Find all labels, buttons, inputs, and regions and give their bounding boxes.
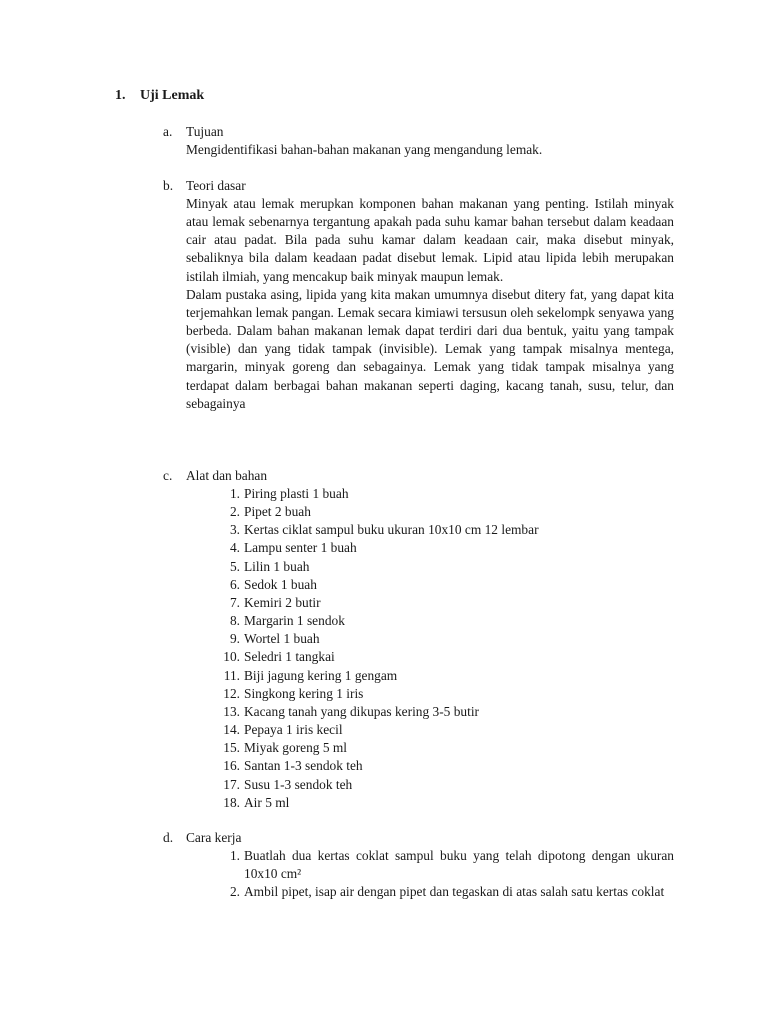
list-item <box>186 594 674 612</box>
list-item <box>186 883 674 901</box>
heading-title: Uji Lemak <box>140 88 205 103</box>
list-item-text: Pepaya 1 iris kecil <box>244 722 343 738</box>
list-item-number: 2. <box>229 504 240 520</box>
list-item-number: 10. <box>223 649 240 665</box>
subsection-title-alat-dan-bahan: Alat dan bahan <box>186 468 268 483</box>
list-item-number: 1. <box>229 848 240 863</box>
list-item-text: Kertas ciklat sampul buku ukuran 10x10 cm 12 lembar <box>244 522 539 538</box>
list-item-text: Singkong kering 1 iris <box>244 685 364 701</box>
list-item-number: 18. <box>223 794 240 810</box>
list-item-text: Miyak goreng 5 ml <box>244 740 348 756</box>
list-item-number: 2. <box>229 884 240 900</box>
list-item-number: 15. <box>223 740 240 756</box>
list-item-text: Wortel 1 buah <box>244 631 320 647</box>
list-item-text: Buatlah dua kertas coklat sampul buku yang telah dipotong dengan ukuran 10x10 cm² <box>244 848 674 882</box>
subsection-title-teori-dasar: Teori dasar <box>186 178 246 193</box>
list-item-number: 1. <box>229 486 240 501</box>
list-item <box>186 667 674 685</box>
list-item <box>186 703 674 721</box>
list-item-text: Santan 1-3 sendok teh <box>244 758 363 774</box>
list-item <box>186 685 674 703</box>
list-item-number: 5. <box>229 558 240 574</box>
list-item-text: Pipet 2 buah <box>244 504 311 520</box>
list-item-number: 3. <box>229 522 240 538</box>
subsection-title-cara-kerja: Cara kerja <box>186 830 242 845</box>
list-item <box>186 521 674 539</box>
list-item <box>186 739 674 757</box>
list-item-number: 8. <box>229 613 240 629</box>
list-item-number: 16. <box>223 758 240 774</box>
list-item-text: Seledri 1 tangkai <box>244 649 335 665</box>
list-item-text: Sedok 1 buah <box>244 576 317 592</box>
cara-kerja-list <box>186 847 674 901</box>
teori-paragraph-1: Minyak atau lemak merupkan komponen bahan makanan yang penting. Istilah minyak atau lemak sebenarnya tergantung apakah pada suhu kamar bahan tersebut dalam keadaan cair atau padat. Bila pada suhu kamar dalam keadaan cair, maka disebut minyak, sebaliknya bila dalam keadaan padat disebut lemak. Lipid atau lipida lebih merupakan istilah ilmiah, yang mencakup baik minyak maupun lemak. <box>186 196 674 284</box>
list-item <box>186 721 674 739</box>
tujuan-paragraph: Mengidentifikasi bahan-bahan makanan yang mengandung lemak. <box>186 142 543 157</box>
list-item <box>186 648 674 666</box>
list-item <box>186 612 674 630</box>
list-item <box>186 576 674 594</box>
list-item <box>186 630 674 648</box>
subsection-letter-a: a. <box>163 124 173 139</box>
list-item-number: 9. <box>229 631 240 647</box>
teori-paragraph-2: Dalam pustaka asing, lipida yang kita makan umumnya disebut ditery fat, yang dapat kita terjemahkan lemak pangan. Lemak secara kimiawi tersusun oleh sekelompk senyawa yang berbeda. Dalam bahan makanan lemak dapat terdiri dari dua bentuk, yaitu yang tampak (visible) dan yang tidak tampak (invisible). Lemak yang tampak misalnya mentega, margarin, minyak goreng dan sebagainya. Lemak yang tidak tampak misalnya yang terdapat dalam berbagai bahan makanan seperti daging, kacang tanah, susu, telur, dan sebagainya <box>186 286 674 411</box>
list-item <box>186 757 674 775</box>
subsection-title-tujuan: Tujuan <box>186 124 224 139</box>
list-item-text: Margarin 1 sendok <box>244 613 345 629</box>
list-item-number: 6. <box>229 576 240 592</box>
list-item <box>186 539 674 557</box>
list-item-number: 4. <box>229 540 240 556</box>
list-item-text: Susu 1-3 sendok teh <box>244 776 353 792</box>
list-item <box>186 776 674 794</box>
list-item-text: Air 5 ml <box>244 794 290 810</box>
list-item-number: 7. <box>229 594 240 610</box>
subsection-letter-b: b. <box>163 178 174 193</box>
heading-number: 1. <box>115 88 126 103</box>
subsection-letter-c: c. <box>163 468 173 483</box>
list-item <box>186 503 674 521</box>
list-item-text: Ambil pipet, isap air dengan pipet dan tegaskan di atas salah satu kertas coklat <box>244 884 665 900</box>
list-item-text: Kemiri 2 butir <box>244 594 321 610</box>
list-item <box>186 485 674 503</box>
list-item-text: Kacang tanah yang dikupas kering 3-5 butir <box>244 703 480 719</box>
list-item <box>186 794 674 812</box>
list-item <box>186 558 674 576</box>
subsection-letter-d: d. <box>163 830 174 845</box>
list-item-number: 11. <box>223 667 240 683</box>
list-item <box>186 847 674 883</box>
list-item-text: Lilin 1 buah <box>244 558 310 574</box>
list-item-text: Piring plasti 1 buah <box>244 486 349 501</box>
list-item-number: 12. <box>223 685 240 701</box>
teori-dasar-body <box>186 195 674 413</box>
list-item-number: 17. <box>223 776 240 792</box>
list-item-number: 14. <box>223 722 240 738</box>
list-item-text: Lampu senter 1 buah <box>244 540 357 556</box>
alat-dan-bahan-list <box>186 485 674 812</box>
tujuan-body <box>186 141 674 159</box>
list-item-number: 13. <box>223 703 240 719</box>
list-item-text: Biji jagung kering 1 gengam <box>244 667 398 683</box>
